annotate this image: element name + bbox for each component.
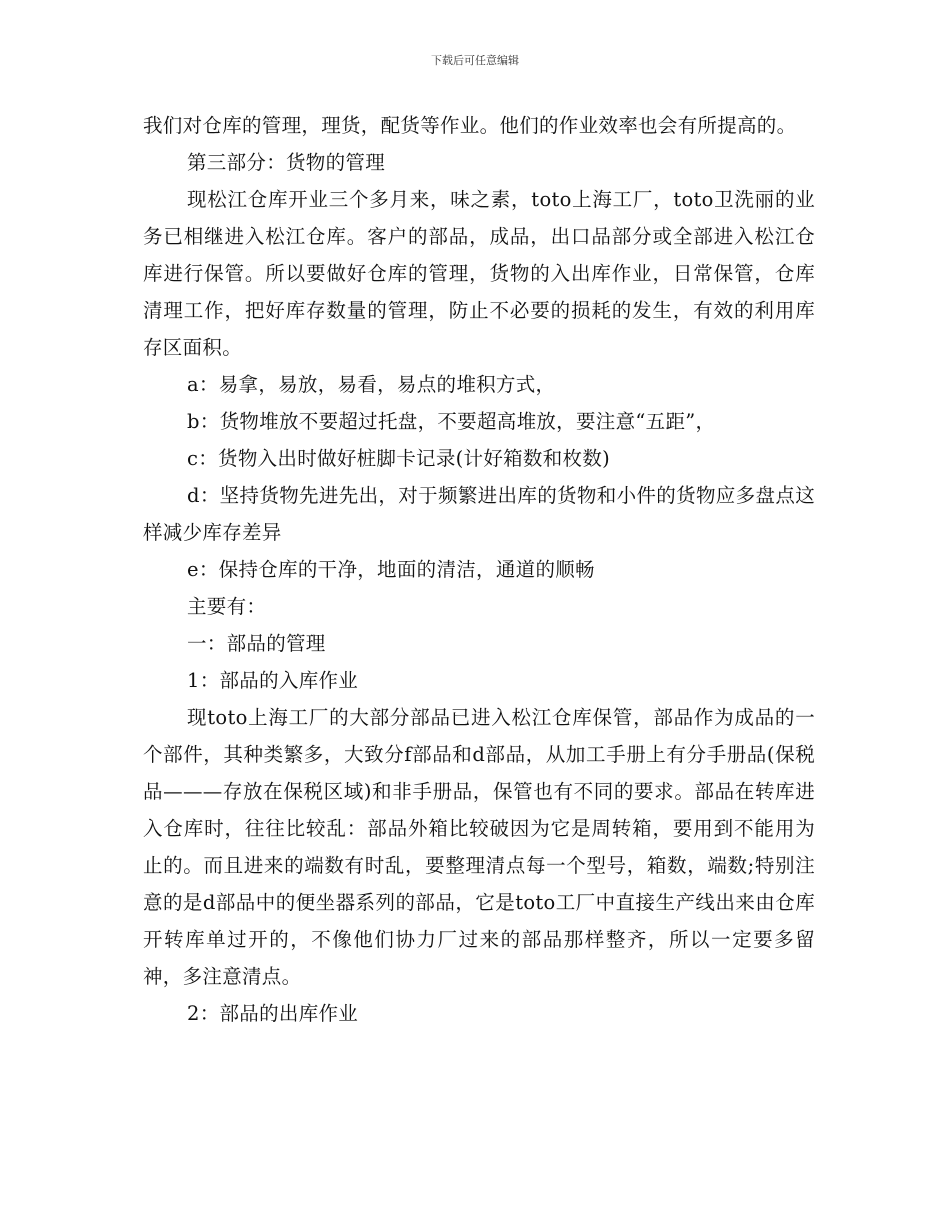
list-item: a：易拿，易放，易看，易点的堆积方式， [187,373,556,396]
list-item: c：货物入出时做好桩脚卡记录(计好箱数和枚数) [187,447,611,470]
paragraph: 主要有： [187,595,267,618]
list-item: e：保持仓库的干净，地面的清洁，通道的顺畅 [187,558,595,581]
document-body [143,107,815,1032]
paragraph: 现松江仓库开业三个多月来，味之素，toto上海工厂，toto卫洗丽的业务已相继进入松江仓库。客户的部品，成品，出口品部分或全部进入松江仓库进行保管。所以要做好仓库的管理，货物的入出库作业，日常保管，仓库清理工作，把好库存数量的管理，防止不必要的损耗的发生，有效的利用库存区面积。 [143,188,815,359]
list-item: d：坚持货物先进先出，对于频繁进出库的货物和小件的货物应多盘点这样减少库存差异 [143,484,815,544]
subsection-heading: 1：部品的入库作业 [187,669,359,692]
paragraph: 现toto上海工厂的大部分部品已进入松江仓库保管，部品作为成品的一个部件，其种类繁多，大致分f部品和d部品，从加工手册上有分手册品(保税品———存放在保税区域)和非手册品，保管也有不同的要求。部品在转库进入仓库时，往往比较乱：部品外箱比较破因为它是周转箱，要用到不能用为止的。而且进来的端数有时乱，要整理清点每一个型号，箱数，端数;特别注意的是d部品中的便坐器系列的部品，它是toto工厂中直接生产线出来由仓库开转库单过开的，不像他们协力厂过来的部品那样整齐，所以一定要多留神，多注意清点。 [143,706,815,988]
section-heading: 第三部分：货物的管理 [187,151,386,174]
page-header: 下载后可任意编辑 [431,54,519,67]
subsection-heading: 2：部品的出库作业 [187,1002,359,1025]
section-heading: 一：部品的管理 [187,632,326,655]
paragraph: 我们对仓库的管理，理货，配货等作业。他们的作业效率也会有所提高的。 [143,114,797,137]
list-item: b：货物堆放不要超过托盘，不要超高堆放，要注意“五距”， [187,410,716,433]
